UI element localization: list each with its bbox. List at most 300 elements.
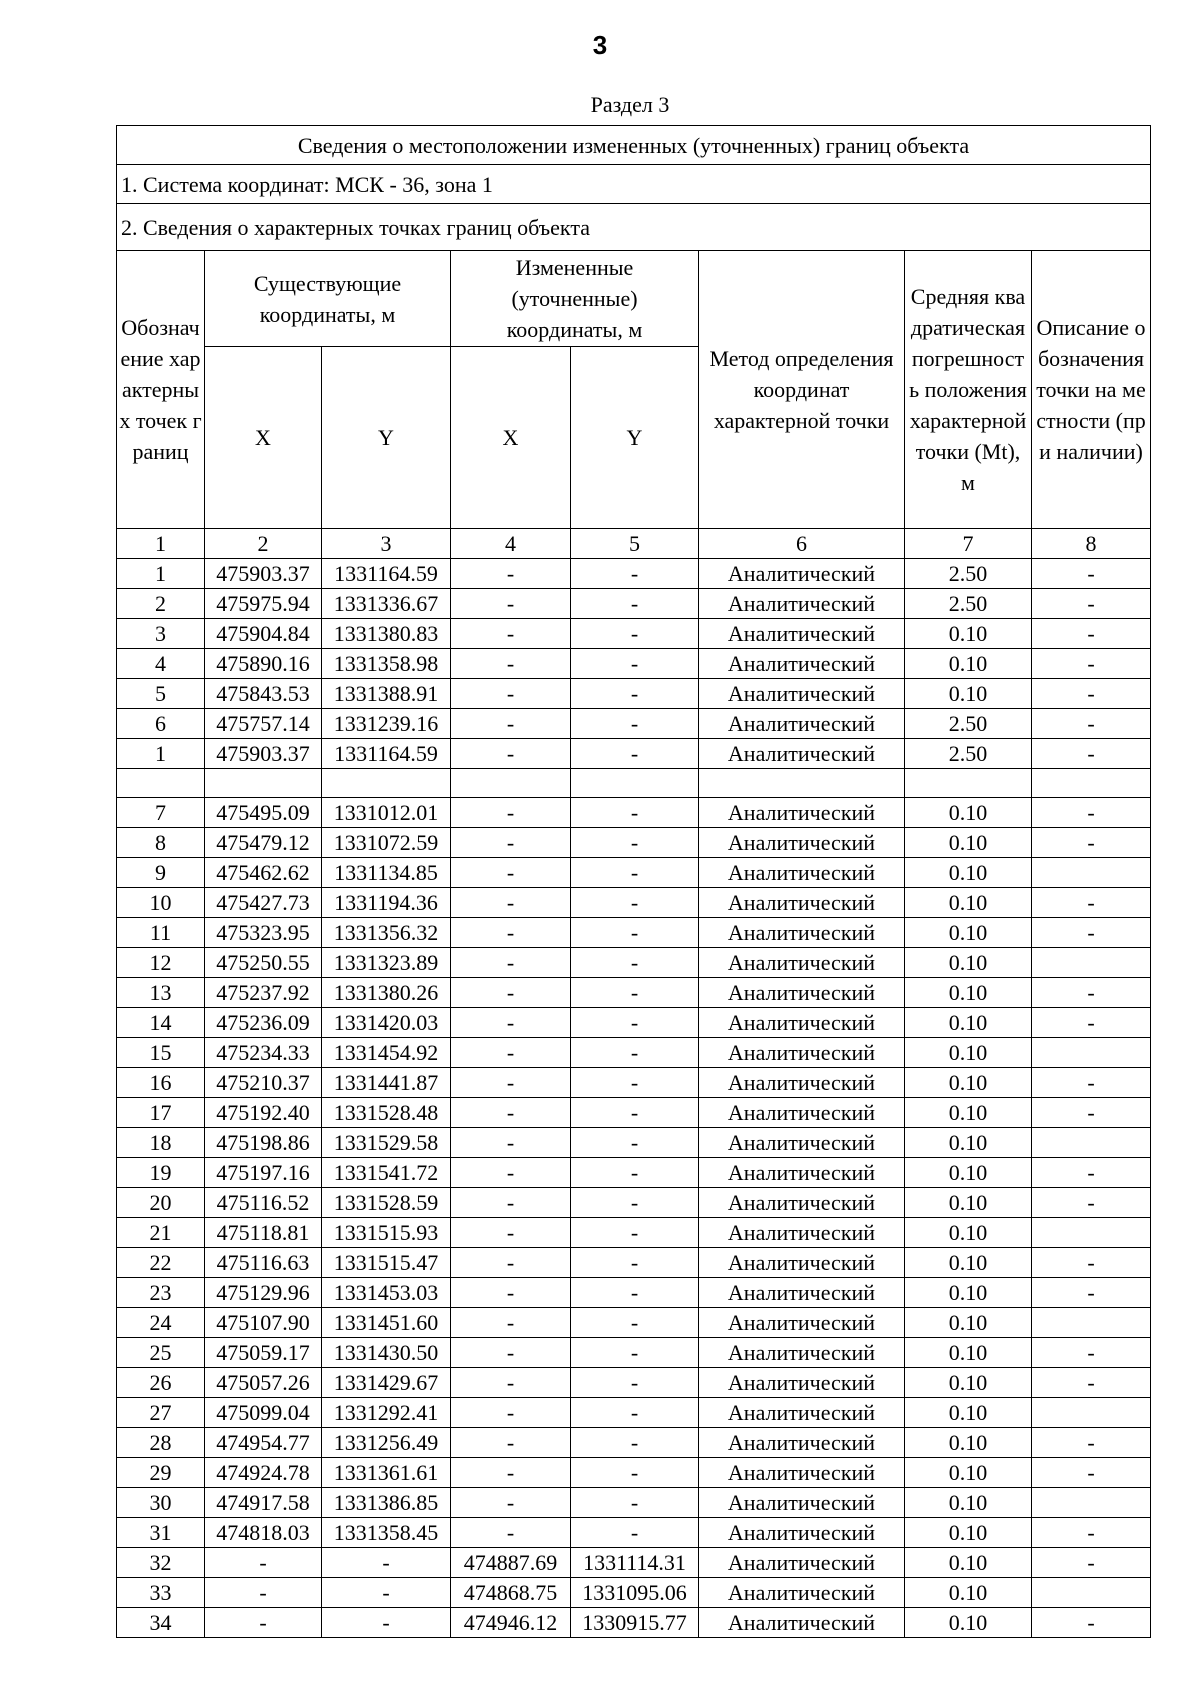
changed-x-cell: 474946.12 bbox=[451, 1608, 571, 1638]
table-row bbox=[117, 559, 1151, 589]
existing-x-cell: 474818.03 bbox=[205, 1518, 322, 1548]
description-cell bbox=[1032, 1128, 1151, 1158]
existing-x-cell: 475198.86 bbox=[205, 1128, 322, 1158]
header-existing-y: Y bbox=[322, 347, 451, 529]
changed-y-cell: - bbox=[571, 709, 699, 739]
method-cell: Аналитический bbox=[699, 1128, 905, 1158]
error-cell: 0.10 bbox=[905, 1248, 1032, 1278]
table-row bbox=[117, 739, 1151, 769]
points-title: 2. Сведения о характерных точках границ объекта bbox=[117, 204, 1151, 251]
error-cell: 0.10 bbox=[905, 1218, 1032, 1248]
table-row bbox=[117, 918, 1151, 948]
table-row bbox=[117, 1458, 1151, 1488]
existing-y-cell: - bbox=[322, 1548, 451, 1578]
error-cell: 0.10 bbox=[905, 1278, 1032, 1308]
header-description: Описание обозначения точки на местности (при наличии) bbox=[1032, 251, 1151, 529]
changed-y-cell: - bbox=[571, 589, 699, 619]
existing-y-cell: - bbox=[322, 1578, 451, 1608]
description-cell: - bbox=[1032, 1278, 1151, 1308]
point-id-cell: 3 bbox=[117, 619, 205, 649]
point-id-cell: 25 bbox=[117, 1338, 205, 1368]
point-id-cell: 20 bbox=[117, 1188, 205, 1218]
changed-x-cell: - bbox=[451, 1188, 571, 1218]
changed-y-cell: 1330915.77 bbox=[571, 1608, 699, 1638]
description-cell: - bbox=[1032, 918, 1151, 948]
changed-y-cell: - bbox=[571, 679, 699, 709]
description-cell: - bbox=[1032, 978, 1151, 1008]
error-cell: 0.10 bbox=[905, 1488, 1032, 1518]
changed-y-cell: - bbox=[571, 1518, 699, 1548]
table-row bbox=[117, 1488, 1151, 1518]
changed-x-cell: - bbox=[451, 888, 571, 918]
method-cell: Аналитический bbox=[699, 948, 905, 978]
method-cell: Аналитический bbox=[699, 1518, 905, 1548]
description-cell: - bbox=[1032, 679, 1151, 709]
existing-y-cell: 1331012.01 bbox=[322, 798, 451, 828]
point-id-cell: 29 bbox=[117, 1458, 205, 1488]
changed-y-cell: - bbox=[571, 1308, 699, 1338]
table-row bbox=[117, 1518, 1151, 1548]
table-row bbox=[117, 1188, 1151, 1218]
changed-y-cell: - bbox=[571, 1008, 699, 1038]
changed-x-cell: - bbox=[451, 798, 571, 828]
error-cell bbox=[905, 769, 1032, 798]
method-cell: Аналитический bbox=[699, 1578, 905, 1608]
description-cell bbox=[1032, 858, 1151, 888]
error-cell: 0.10 bbox=[905, 1428, 1032, 1458]
error-cell: 0.10 bbox=[905, 1308, 1032, 1338]
error-cell: 0.10 bbox=[905, 828, 1032, 858]
existing-x-cell: 475323.95 bbox=[205, 918, 322, 948]
point-id-cell bbox=[117, 769, 205, 798]
changed-x-cell: - bbox=[451, 1038, 571, 1068]
changed-x-cell: - bbox=[451, 709, 571, 739]
changed-y-cell: - bbox=[571, 1248, 699, 1278]
point-id-cell: 28 bbox=[117, 1428, 205, 1458]
existing-x-cell: 475057.26 bbox=[205, 1368, 322, 1398]
existing-x-cell: 474954.77 bbox=[205, 1428, 322, 1458]
changed-y-cell: - bbox=[571, 1188, 699, 1218]
existing-y-cell bbox=[322, 769, 451, 798]
existing-x-cell: 475495.09 bbox=[205, 798, 322, 828]
table-row bbox=[117, 1248, 1151, 1278]
method-cell: Аналитический bbox=[699, 1068, 905, 1098]
table-row bbox=[117, 709, 1151, 739]
existing-y-cell: 1331388.91 bbox=[322, 679, 451, 709]
existing-x-cell: 475118.81 bbox=[205, 1218, 322, 1248]
description-cell: - bbox=[1032, 739, 1151, 769]
changed-x-cell: 474887.69 bbox=[451, 1548, 571, 1578]
changed-y-cell: - bbox=[571, 948, 699, 978]
table-row bbox=[117, 1038, 1151, 1068]
existing-x-cell: 475250.55 bbox=[205, 948, 322, 978]
error-cell: 0.10 bbox=[905, 1128, 1032, 1158]
column-number: 8 bbox=[1032, 529, 1151, 559]
error-cell: 0.10 bbox=[905, 978, 1032, 1008]
changed-y-cell: - bbox=[571, 1158, 699, 1188]
changed-x-cell: - bbox=[451, 1368, 571, 1398]
method-cell: Аналитический bbox=[699, 649, 905, 679]
point-id-cell: 10 bbox=[117, 888, 205, 918]
method-cell: Аналитический bbox=[699, 1188, 905, 1218]
changed-x-cell: 474868.75 bbox=[451, 1578, 571, 1608]
description-cell bbox=[1032, 1038, 1151, 1068]
column-numbers-row bbox=[117, 529, 1151, 559]
existing-x-cell: 475975.94 bbox=[205, 589, 322, 619]
existing-y-cell: 1331239.16 bbox=[322, 709, 451, 739]
table-title: Сведения о местоположении измененных (уточненных) границ объекта bbox=[117, 126, 1151, 165]
existing-x-cell: 475099.04 bbox=[205, 1398, 322, 1428]
table-row bbox=[117, 1158, 1151, 1188]
existing-y-cell: 1331358.45 bbox=[322, 1518, 451, 1548]
existing-x-cell: 475479.12 bbox=[205, 828, 322, 858]
method-cell: Аналитический bbox=[699, 1278, 905, 1308]
error-cell: 2.50 bbox=[905, 709, 1032, 739]
description-cell: - bbox=[1032, 888, 1151, 918]
changed-x-cell: - bbox=[451, 1158, 571, 1188]
error-cell: 0.10 bbox=[905, 888, 1032, 918]
error-cell: 0.10 bbox=[905, 1368, 1032, 1398]
table-row bbox=[117, 828, 1151, 858]
description-cell: - bbox=[1032, 559, 1151, 589]
section-label: Раздел 3 bbox=[590, 92, 670, 117]
changed-x-cell: - bbox=[451, 739, 571, 769]
error-cell: 2.50 bbox=[905, 739, 1032, 769]
changed-x-cell: - bbox=[451, 1488, 571, 1518]
changed-x-cell: - bbox=[451, 1008, 571, 1038]
table-row bbox=[117, 1548, 1151, 1578]
existing-y-cell: 1331256.49 bbox=[322, 1428, 451, 1458]
method-cell: Аналитический bbox=[699, 589, 905, 619]
existing-y-cell: 1331356.32 bbox=[322, 918, 451, 948]
existing-y-cell: 1331361.61 bbox=[322, 1458, 451, 1488]
changed-x-cell: - bbox=[451, 1278, 571, 1308]
changed-x-cell: - bbox=[451, 1248, 571, 1278]
method-cell: Аналитический bbox=[699, 1158, 905, 1188]
changed-y-cell: - bbox=[571, 559, 699, 589]
existing-x-cell: 475116.63 bbox=[205, 1248, 322, 1278]
table-row bbox=[117, 1428, 1151, 1458]
method-cell: Аналитический bbox=[699, 709, 905, 739]
existing-y-cell: 1331336.67 bbox=[322, 589, 451, 619]
changed-y-cell: - bbox=[571, 1458, 699, 1488]
changed-y-cell: - bbox=[571, 858, 699, 888]
column-number: 3 bbox=[322, 529, 451, 559]
existing-y-cell: 1331420.03 bbox=[322, 1008, 451, 1038]
existing-x-cell: - bbox=[205, 1548, 322, 1578]
point-id-cell: 1 bbox=[117, 739, 205, 769]
method-cell: Аналитический bbox=[699, 1428, 905, 1458]
existing-x-cell: 475129.96 bbox=[205, 1278, 322, 1308]
existing-y-cell: 1331441.87 bbox=[322, 1068, 451, 1098]
existing-x-cell: 475237.92 bbox=[205, 978, 322, 1008]
error-cell: 2.50 bbox=[905, 589, 1032, 619]
method-cell: Аналитический bbox=[699, 828, 905, 858]
point-id-cell: 24 bbox=[117, 1308, 205, 1338]
changed-x-cell: - bbox=[451, 1518, 571, 1548]
changed-x-cell: - bbox=[451, 1338, 571, 1368]
description-cell bbox=[1032, 1488, 1151, 1518]
error-cell: 0.10 bbox=[905, 1578, 1032, 1608]
changed-y-cell: - bbox=[571, 1398, 699, 1428]
changed-y-cell: - bbox=[571, 978, 699, 1008]
method-cell: Аналитический bbox=[699, 798, 905, 828]
table-row bbox=[117, 1098, 1151, 1128]
existing-y-cell: 1331164.59 bbox=[322, 559, 451, 589]
existing-y-cell: 1331454.92 bbox=[322, 1038, 451, 1068]
changed-y-cell: - bbox=[571, 888, 699, 918]
existing-y-cell: 1331164.59 bbox=[322, 739, 451, 769]
method-cell: Аналитический bbox=[699, 1038, 905, 1068]
existing-x-cell: 475059.17 bbox=[205, 1338, 322, 1368]
table-row bbox=[117, 1368, 1151, 1398]
table-row bbox=[117, 1578, 1151, 1608]
error-cell: 0.10 bbox=[905, 1518, 1032, 1548]
table-row bbox=[117, 1008, 1151, 1038]
point-id-cell: 18 bbox=[117, 1128, 205, 1158]
error-cell: 0.10 bbox=[905, 1458, 1032, 1488]
method-cell: Аналитический bbox=[699, 1488, 905, 1518]
point-id-cell: 2 bbox=[117, 589, 205, 619]
point-id-cell: 26 bbox=[117, 1368, 205, 1398]
point-id-cell: 22 bbox=[117, 1248, 205, 1278]
table-row bbox=[117, 1338, 1151, 1368]
error-cell: 0.10 bbox=[905, 798, 1032, 828]
table-row bbox=[117, 1608, 1151, 1638]
point-id-cell: 7 bbox=[117, 798, 205, 828]
coord-system: 1. Система координат: МСК - 36, зона 1 bbox=[117, 165, 1151, 204]
point-id-cell: 27 bbox=[117, 1398, 205, 1428]
existing-x-cell: 475234.33 bbox=[205, 1038, 322, 1068]
method-cell: Аналитический bbox=[699, 1218, 905, 1248]
existing-y-cell: 1331134.85 bbox=[322, 858, 451, 888]
method-cell: Аналитический bbox=[699, 918, 905, 948]
existing-y-cell: 1331528.59 bbox=[322, 1188, 451, 1218]
error-cell: 0.10 bbox=[905, 1158, 1032, 1188]
point-id-cell: 15 bbox=[117, 1038, 205, 1068]
changed-y-cell: - bbox=[571, 828, 699, 858]
changed-x-cell: - bbox=[451, 649, 571, 679]
changed-x-cell: - bbox=[451, 1428, 571, 1458]
description-cell bbox=[1032, 769, 1151, 798]
changed-x-cell: - bbox=[451, 679, 571, 709]
header-error: Средняя квадратическая погрешность положения характерной точки (Mt), м bbox=[905, 251, 1032, 529]
point-id-cell: 17 bbox=[117, 1098, 205, 1128]
header-existing-x: X bbox=[205, 347, 322, 529]
changed-y-cell: - bbox=[571, 1128, 699, 1158]
point-id-cell: 11 bbox=[117, 918, 205, 948]
method-cell: Аналитический bbox=[699, 1098, 905, 1128]
changed-x-cell: - bbox=[451, 1098, 571, 1128]
existing-x-cell: 474924.78 bbox=[205, 1458, 322, 1488]
changed-y-cell: 1331114.31 bbox=[571, 1548, 699, 1578]
existing-x-cell: 475192.40 bbox=[205, 1098, 322, 1128]
method-cell: Аналитический bbox=[699, 619, 905, 649]
header-changed-y: Y bbox=[571, 347, 699, 529]
point-id-cell: 31 bbox=[117, 1518, 205, 1548]
table-row bbox=[117, 1128, 1151, 1158]
point-id-cell: 13 bbox=[117, 978, 205, 1008]
existing-y-cell: 1331386.85 bbox=[322, 1488, 451, 1518]
method-cell: Аналитический bbox=[699, 1398, 905, 1428]
existing-x-cell: 475197.16 bbox=[205, 1158, 322, 1188]
changed-y-cell: - bbox=[571, 619, 699, 649]
table-row bbox=[117, 858, 1151, 888]
existing-x-cell: 475903.37 bbox=[205, 559, 322, 589]
changed-y-cell: - bbox=[571, 1338, 699, 1368]
error-cell: 0.10 bbox=[905, 1338, 1032, 1368]
existing-x-cell: - bbox=[205, 1608, 322, 1638]
table-row bbox=[117, 769, 1151, 798]
description-cell: - bbox=[1032, 1338, 1151, 1368]
method-cell: Аналитический bbox=[699, 1308, 905, 1338]
existing-x-cell bbox=[205, 769, 322, 798]
point-id-cell: 5 bbox=[117, 679, 205, 709]
error-cell: 0.10 bbox=[905, 1008, 1032, 1038]
point-id-cell: 12 bbox=[117, 948, 205, 978]
description-cell: - bbox=[1032, 1428, 1151, 1458]
point-id-cell: 23 bbox=[117, 1278, 205, 1308]
error-cell: 0.10 bbox=[905, 858, 1032, 888]
changed-x-cell: - bbox=[451, 948, 571, 978]
existing-x-cell: 475427.73 bbox=[205, 888, 322, 918]
changed-x-cell: - bbox=[451, 1218, 571, 1248]
existing-x-cell: 475757.14 bbox=[205, 709, 322, 739]
point-id-cell: 16 bbox=[117, 1068, 205, 1098]
description-cell: - bbox=[1032, 1008, 1151, 1038]
description-cell: - bbox=[1032, 649, 1151, 679]
point-id-cell: 8 bbox=[117, 828, 205, 858]
error-cell: 2.50 bbox=[905, 559, 1032, 589]
error-cell: 0.10 bbox=[905, 1098, 1032, 1128]
boundary-points-table bbox=[116, 125, 1151, 1638]
table-row bbox=[117, 798, 1151, 828]
header-changed-x: X bbox=[451, 347, 571, 529]
error-cell: 0.10 bbox=[905, 918, 1032, 948]
existing-y-cell: 1331430.50 bbox=[322, 1338, 451, 1368]
method-cell: Аналитический bbox=[699, 1608, 905, 1638]
existing-y-cell: 1331528.48 bbox=[322, 1098, 451, 1128]
changed-y-cell: - bbox=[571, 1428, 699, 1458]
description-cell bbox=[1032, 1308, 1151, 1338]
method-cell: Аналитический bbox=[699, 858, 905, 888]
method-cell: Аналитический bbox=[699, 1548, 905, 1578]
changed-y-cell: - bbox=[571, 1098, 699, 1128]
existing-y-cell: 1331541.72 bbox=[322, 1158, 451, 1188]
existing-y-cell: 1331453.03 bbox=[322, 1278, 451, 1308]
error-cell: 0.10 bbox=[905, 1188, 1032, 1218]
table-row bbox=[117, 1218, 1151, 1248]
method-cell bbox=[699, 769, 905, 798]
error-cell: 0.10 bbox=[905, 619, 1032, 649]
point-id-cell: 1 bbox=[117, 559, 205, 589]
page-number: 3 bbox=[592, 30, 608, 60]
error-cell: 0.10 bbox=[905, 1548, 1032, 1578]
existing-x-cell: 475890.16 bbox=[205, 649, 322, 679]
changed-x-cell: - bbox=[451, 1458, 571, 1488]
column-number: 1 bbox=[117, 529, 205, 559]
existing-x-cell: - bbox=[205, 1578, 322, 1608]
table-row bbox=[117, 589, 1151, 619]
header-method: Метод определения координат характерной точки bbox=[699, 251, 905, 529]
table-row bbox=[117, 1068, 1151, 1098]
point-id-cell: 34 bbox=[117, 1608, 205, 1638]
error-cell: 0.10 bbox=[905, 1608, 1032, 1638]
method-cell: Аналитический bbox=[699, 679, 905, 709]
header-designation: Обозначение характерных точек границ bbox=[117, 251, 205, 529]
description-cell bbox=[1032, 1218, 1151, 1248]
existing-y-cell: 1331429.67 bbox=[322, 1368, 451, 1398]
changed-x-cell: - bbox=[451, 918, 571, 948]
changed-x-cell: - bbox=[451, 1128, 571, 1158]
changed-x-cell: - bbox=[451, 978, 571, 1008]
description-cell: - bbox=[1032, 709, 1151, 739]
method-cell: Аналитический bbox=[699, 888, 905, 918]
existing-x-cell: 475843.53 bbox=[205, 679, 322, 709]
existing-y-cell: 1331380.83 bbox=[322, 619, 451, 649]
description-cell: - bbox=[1032, 798, 1151, 828]
point-id-cell: 33 bbox=[117, 1578, 205, 1608]
table-row bbox=[117, 679, 1151, 709]
changed-x-cell: - bbox=[451, 828, 571, 858]
changed-x-cell: - bbox=[451, 1398, 571, 1428]
table-row bbox=[117, 948, 1151, 978]
changed-y-cell: - bbox=[571, 798, 699, 828]
description-cell: - bbox=[1032, 1188, 1151, 1218]
existing-y-cell: 1331323.89 bbox=[322, 948, 451, 978]
existing-y-cell: 1331292.41 bbox=[322, 1398, 451, 1428]
existing-y-cell: 1331380.26 bbox=[322, 978, 451, 1008]
table-row bbox=[117, 1398, 1151, 1428]
method-cell: Аналитический bbox=[699, 739, 905, 769]
existing-x-cell: 475903.37 bbox=[205, 739, 322, 769]
method-cell: Аналитический bbox=[699, 1368, 905, 1398]
error-cell: 0.10 bbox=[905, 679, 1032, 709]
changed-y-cell: - bbox=[571, 918, 699, 948]
changed-x-cell: - bbox=[451, 1308, 571, 1338]
point-id-cell: 4 bbox=[117, 649, 205, 679]
column-number: 6 bbox=[699, 529, 905, 559]
changed-x-cell: - bbox=[451, 559, 571, 589]
description-cell: - bbox=[1032, 1368, 1151, 1398]
changed-x-cell: - bbox=[451, 619, 571, 649]
method-cell: Аналитический bbox=[699, 1458, 905, 1488]
changed-y-cell: - bbox=[571, 1218, 699, 1248]
table-row bbox=[117, 978, 1151, 1008]
point-id-cell: 14 bbox=[117, 1008, 205, 1038]
point-id-cell: 32 bbox=[117, 1548, 205, 1578]
method-cell: Аналитический bbox=[699, 978, 905, 1008]
existing-y-cell: 1331072.59 bbox=[322, 828, 451, 858]
header-changed: Измененные (уточненные) координаты, м bbox=[451, 251, 699, 347]
changed-x-cell bbox=[451, 769, 571, 798]
point-id-cell: 19 bbox=[117, 1158, 205, 1188]
error-cell: 0.10 bbox=[905, 649, 1032, 679]
point-id-cell: 9 bbox=[117, 858, 205, 888]
existing-y-cell: 1331358.98 bbox=[322, 649, 451, 679]
column-number: 5 bbox=[571, 529, 699, 559]
existing-x-cell: 475210.37 bbox=[205, 1068, 322, 1098]
existing-x-cell: 474917.58 bbox=[205, 1488, 322, 1518]
description-cell bbox=[1032, 1578, 1151, 1608]
method-cell: Аналитический bbox=[699, 1338, 905, 1368]
description-cell: - bbox=[1032, 1068, 1151, 1098]
changed-y-cell: - bbox=[571, 1068, 699, 1098]
description-cell: - bbox=[1032, 589, 1151, 619]
existing-x-cell: 475116.52 bbox=[205, 1188, 322, 1218]
method-cell: Аналитический bbox=[699, 1248, 905, 1278]
error-cell: 0.10 bbox=[905, 1068, 1032, 1098]
